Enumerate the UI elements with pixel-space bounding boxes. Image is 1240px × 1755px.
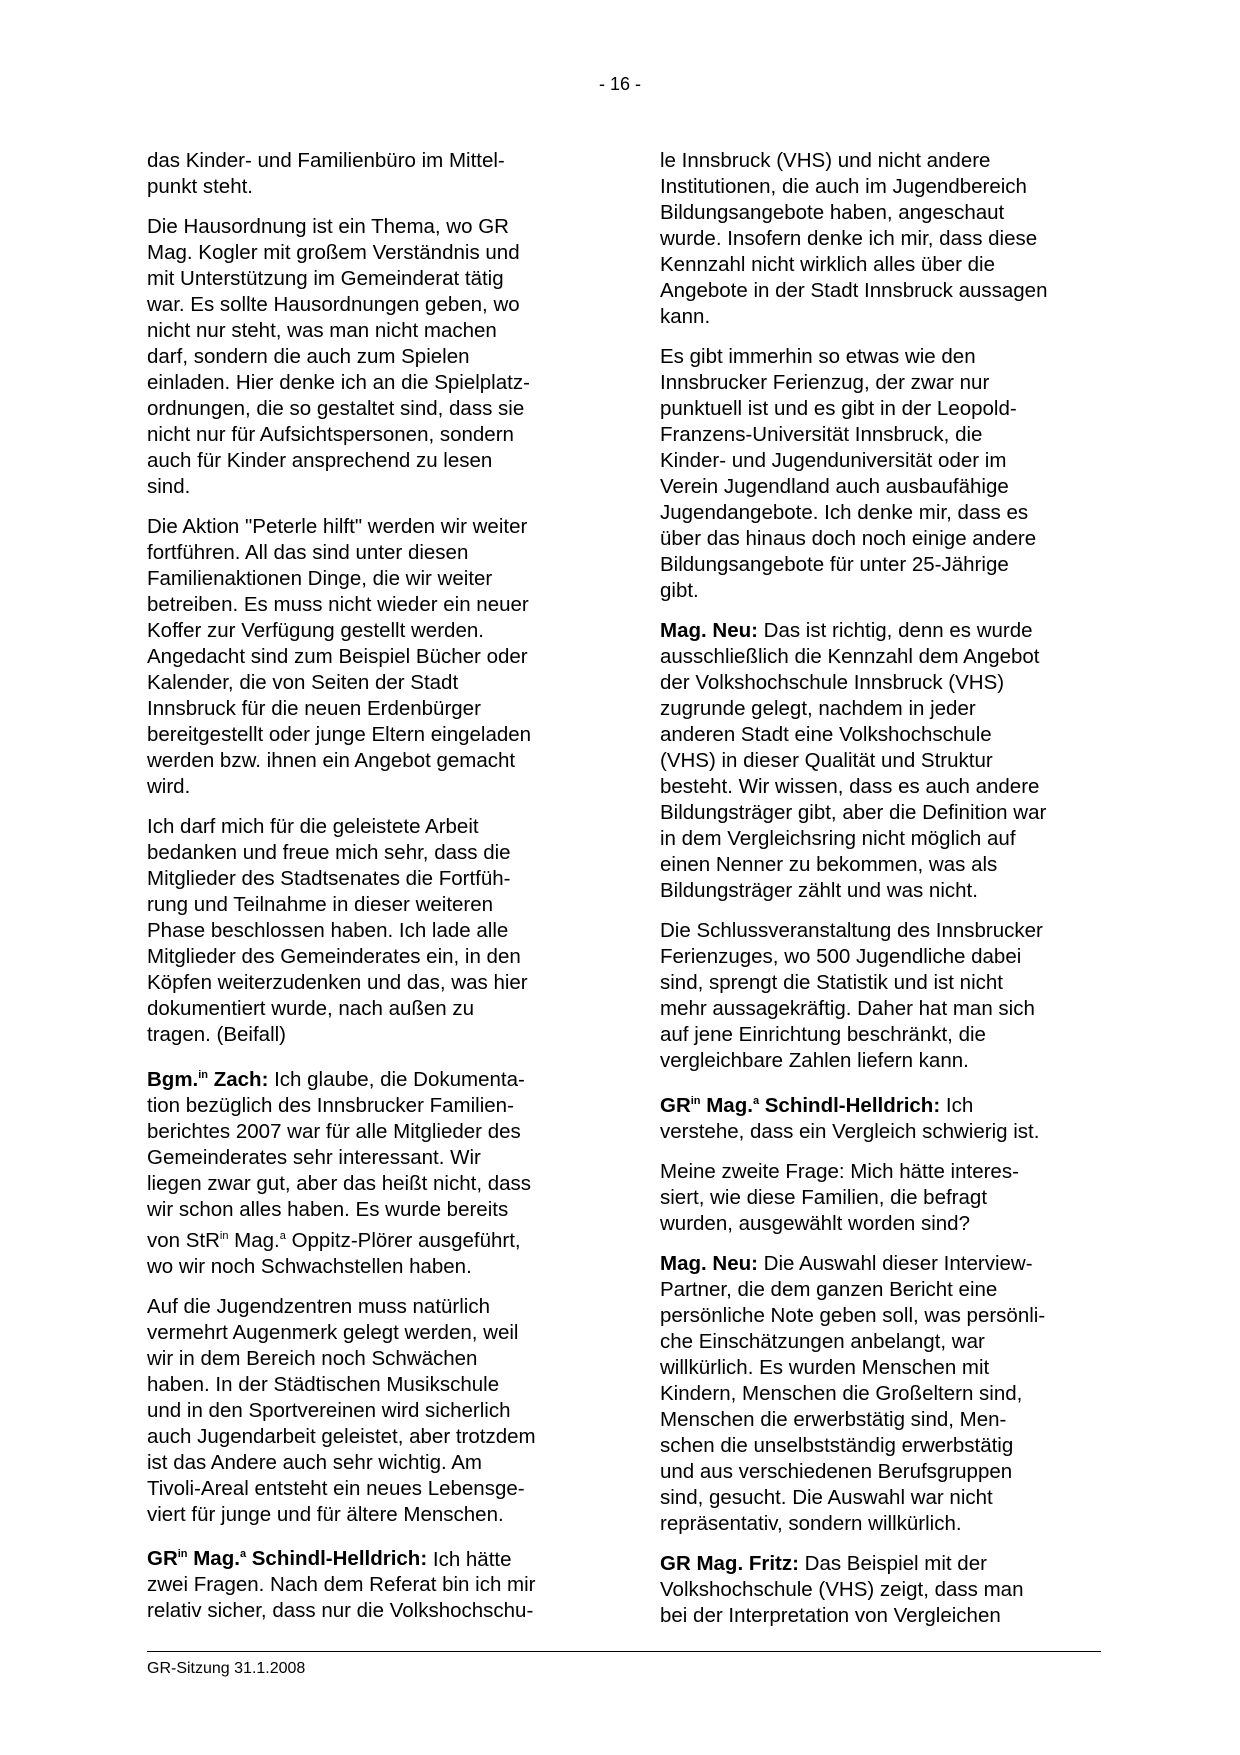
paragraph <box>147 814 585 1048</box>
speaker-name: Mag. Neu: <box>660 619 758 642</box>
paragraph-text: Die Hausordnung ist ein Thema, wo GR Mag. Kogler mit großem Verständnis und mit Unterstützung im Gemeinderat tätig war. Es sollte Hausordnungen geben, wo nicht nur steht, was man nicht machen darf, sondern die auch zum Spielen einladen. Hier denke ich an die Spielplatz- ordnungen, die so gestaltet sind, dass sie nicht nur für Aufsichtspersonen, sondern auch für Kinder ansprechend zu lesen sind. <box>147 215 530 498</box>
paragraph-text: Auf die Jugendzentren muss natürlich vermehrt Augenmerk gelegt werden, weil wir in dem Bereich noch Schwächen haben. In der Städtischen Musikschule und in den Sportvereinen wird sicherlich auch Jugendarbeit geleistet, aber trotzdem ist das Andere auch sehr wichtig. Am Tivoli-Areal entsteht ein neues Lebensge- viert für junge und für ältere Menschen. <box>147 1294 536 1526</box>
speech-paragraph <box>660 618 1098 904</box>
paragraph-text: Das Beispiel mit der Volkshochschule (VHS) zeigt, dass man bei der Interpretation von Vergleichen <box>660 1551 1024 1627</box>
paragraph-text: Ich glaube, die Dokumenta- tion bezüglich des Innsbrucker Familien- berichtes 2007 war für alle Mitglieder des Gemeinderates sehr interessant. Wir liegen zwar gut, aber das heißt nicht, dass wir schon alles haben. Es wurde bereits von StR$^{in}$ Mag.$^a$ Oppitz-Plörer ausgeführt, wo wir noch Schwachstellen haben. <box>147 1067 532 1278</box>
left-column <box>147 148 585 1638</box>
speech-paragraph <box>660 1088 1098 1145</box>
paragraph <box>660 918 1098 1074</box>
paragraph-text: Ich verstehe, dass ein Vergleich schwierig ist. <box>660 1093 1040 1143</box>
paragraph-text: Ich darf mich für die geleistete Arbeit bedanken und freue mich sehr, dass die Mitglieder des Stadtsenates die Fortfüh- rung und Teilnahme in dieser weiteren Phase beschlossen haben. Ich lade alle Mitglieder des Gemeinderates ein, in den Köpfen weiterzudenken und das, was hier dokumentiert wurde, nach außen zu tragen. (Beifall) <box>147 815 528 1046</box>
paragraph-text: Die Schlussveranstaltung des Innsbrucker Ferienzuges, wo 500 Jugendliche dabei sind, sprengt die Statistik und ist nicht mehr aussagekräftig. Daher hat man sich auf jene Einrichtung beschränkt, die vergleichbare Zahlen liefern kann. <box>660 919 1043 1072</box>
paragraph-text: Ich hätte zwei Fragen. Nach dem Referat bin ich mir relativ sicher, dass nur die Volkshochschu- <box>147 1547 536 1623</box>
paragraph-text: le Innsbruck (VHS) und nicht andere Institutionen, die auch im Jugendbereich Bildungsangebote haben, angeschaut wurde. Insofern denke ich mir, dass diese Kennzahl nicht wirklich alles über die Angebote in der Stadt Innsbruck aussagen kann. <box>660 149 1048 328</box>
speaker-name: Bgm.$^{in}$ Zach: <box>147 1067 269 1091</box>
speech-paragraph <box>660 1251 1098 1537</box>
right-column <box>660 148 1098 1643</box>
paragraph-text: Die Aktion "Peterle hilft" werden wir weiter fortführen. All das sind unter diesen Familienaktionen Dinge, die wir weiter betreiben. Es muss nicht wieder ein neuer Koffer zur Verfügung gestellt werden. Angedacht sind zum Beispiel Bücher oder Kalender, die von Seiten der Stadt Innsbruck für die neuen Erdenbürger bereitgestellt oder junge Eltern eingeladen werden bzw. ihnen ein Angebot gemacht wird. <box>147 515 532 798</box>
paragraph-text: Das ist richtig, denn es wurde ausschließlich die Kennzahl dem Angebot der Volkshochschule Innsbruck (VHS) zugrunde gelegt, nachdem in jeder anderen Stadt eine Volkshochschule (VHS) in dieser Qualität und Struktur besteht. Wir wissen, dass es auch andere Bildungsträger gibt, aber die Definition war in dem Vergleichsring nicht möglich auf einen Nenner zu bekommen, was als Bildungsträger zählt und was nicht. <box>660 619 1047 902</box>
paragraph <box>660 344 1098 604</box>
speech-paragraph <box>147 1062 585 1280</box>
paragraph <box>660 1159 1098 1237</box>
speaker-name: $GR^{in}$ Mag.$^a$ Schindl-Helldrich: <box>660 1093 941 1117</box>
speech-paragraph <box>147 1542 585 1625</box>
paragraph <box>147 214 585 500</box>
speech-paragraph <box>660 1551 1098 1629</box>
paragraph-text: Meine zweite Frage: Mich hätte interes- siert, wie diese Familien, die befragt wurden, ausgewählt worden sind? <box>660 1159 1019 1235</box>
paragraph <box>147 1294 585 1528</box>
paragraph <box>660 148 1098 330</box>
paragraph <box>147 148 585 200</box>
speaker-name: Mag. Neu: <box>660 1251 758 1275</box>
paragraph <box>147 514 585 800</box>
footer-divider <box>147 1651 1101 1652</box>
footer-session-date: GR-Sitzung 31.1.2008 <box>147 1660 306 1677</box>
paragraph-text: Es gibt immerhin so etwas wie den Innsbrucker Ferienzug, der zwar nur punktuell ist und es gibt in der Leopold- Franzens-Universität Innsbruck, die Kinder- und Jugenduniversität oder im Verein Jugendland auch ausbaufähige Jugendangebote. Ich denke mir, dass es über das hinaus doch noch einige andere Bildungsangebote für unter 25-Jährige gibt. <box>660 345 1037 602</box>
paragraph-text: Die Auswahl dieser Interview- Partner, die dem ganzen Bericht eine persönliche Note geben soll, was persönli- che Einschätzungen anbelangt, war willkürlich. Es wurden Menschen mit Kindern, Menschen die Großeltern sind, Menschen die erwerbstätig sind, Men- schen die unselbstständig erwerbstätig und aus verschiedenen Berufsgruppen sind, gesucht. Die Auswahl war nicht repräsentativ, sondern willkürlich. <box>660 1251 1046 1535</box>
speaker-name: GR Mag. Fritz: <box>660 1551 799 1575</box>
paragraph-text: das Kinder- und Familienbüro im Mittel- punkt steht. <box>147 149 505 198</box>
page-number: - 16 - <box>598 74 641 94</box>
speaker-name: $GR^{in}$ Mag.$^a$ Schindl-Helldrich: <box>147 1547 428 1571</box>
